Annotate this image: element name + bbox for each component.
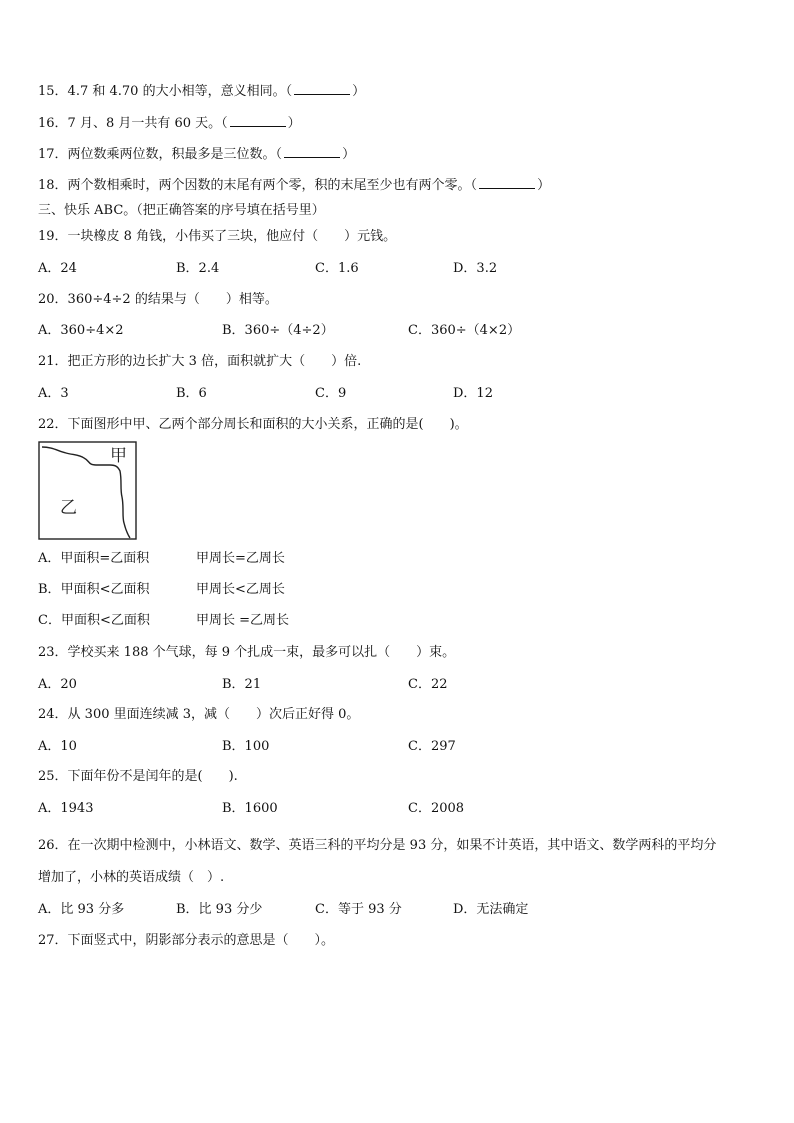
question-19: 19．一块橡皮 8 角钱，小伟买了三块，他应付（ ）元钱。 xyxy=(38,229,397,244)
q19-option-b[interactable]: B．2.4 xyxy=(176,261,220,276)
q19-option-a[interactable]: A．24 xyxy=(38,261,77,276)
q25-option-c[interactable]: C．2008 xyxy=(408,801,465,816)
q18-text: 两个数相乘时，两个因数的末尾有两个零，积的末尾至少也有两个零。（ xyxy=(67,178,478,193)
q18-close: ） xyxy=(537,178,551,193)
q22-option-c[interactable] xyxy=(38,613,150,629)
q22-a-letter: A． xyxy=(38,551,61,566)
q21-option-c[interactable]: C．9 xyxy=(315,386,347,401)
q24-option-c[interactable]: C．297 xyxy=(408,739,456,754)
question-25: 25．下面年份不是闰年的是( ). xyxy=(38,769,238,784)
q16-number: 16． xyxy=(38,116,68,131)
question-16 xyxy=(38,115,301,132)
q16-text: 7 月、8 月一共有 60 天。（ xyxy=(67,116,228,131)
q17-text: 两位数乘两位数，积最多是三位数。（ xyxy=(67,147,283,162)
question-20: 20．360÷4÷2 的结果与（ ）相等。 xyxy=(38,292,278,307)
question-21: 21．把正方形的边长扩大 3 倍，面积就扩大（ ）倍. xyxy=(38,354,362,369)
q23-option-c[interactable]: C．22 xyxy=(408,677,448,692)
q26-option-b[interactable]: B．比 93 分少 xyxy=(176,902,263,917)
q23-option-b[interactable]: B．21 xyxy=(222,677,262,692)
q24-option-b[interactable]: B．100 xyxy=(222,739,270,754)
answer-blank[interactable] xyxy=(284,146,340,158)
label-jia: 甲 xyxy=(110,446,127,466)
q19-option-c[interactable]: C．1.6 xyxy=(315,261,359,276)
question-23: 23．学校买来 188 个气球，每 9 个扎成一束，最多可以扎（ ）束。 xyxy=(38,645,456,660)
question-27: 27．下面竖式中，阴影部分表示的意思是（ ）。 xyxy=(38,933,335,948)
q22-figure xyxy=(38,441,138,541)
q21-option-a[interactable]: A．3 xyxy=(38,386,69,401)
q24-option-a[interactable]: A．10 xyxy=(38,739,77,754)
answer-blank[interactable] xyxy=(479,177,535,189)
q20-option-c[interactable]: C．360÷（4×2） xyxy=(408,323,521,338)
q26-option-a[interactable]: A．比 93 分多 xyxy=(38,902,125,917)
question-26-line-1: 26．在一次期中检测中，小林语文、数学、英语三科的平均分是 93 分，如果不计英语，其中语文、数学两科的平均分 xyxy=(38,838,717,853)
q17-close: ） xyxy=(342,147,356,162)
q20-option-b[interactable]: B．360÷（4÷2） xyxy=(222,323,334,338)
q22-c-perimeter: 甲周长 =乙周长 xyxy=(196,613,290,628)
q22-option-a[interactable] xyxy=(38,551,149,567)
q21-option-b[interactable]: B．6 xyxy=(176,386,207,401)
question-15 xyxy=(38,83,365,100)
label-yi: 乙 xyxy=(60,498,77,518)
q22-c-area: 甲面积<乙面积 xyxy=(60,613,150,628)
q18-number: 18． xyxy=(38,178,68,193)
question-17 xyxy=(38,146,355,163)
q22-c-letter: C． xyxy=(38,613,61,628)
q15-close: ） xyxy=(352,84,366,99)
q22-a-area: 甲面积=乙面积 xyxy=(60,551,150,566)
q19-option-d[interactable]: D．3.2 xyxy=(453,261,498,276)
answer-blank[interactable] xyxy=(230,115,286,127)
q16-close: ） xyxy=(287,116,301,131)
q22-b-perimeter: 甲周长<乙周长 xyxy=(196,582,285,597)
question-24: 24．从 300 里面连续减 3，减（ ）次后正好得 0。 xyxy=(38,707,360,722)
q22-b-area: 甲面积<乙面积 xyxy=(60,582,150,597)
q21-option-d[interactable]: D．12 xyxy=(453,386,493,401)
section-heading: 三、快乐 ABC。（把正确答案的序号填在括号里） xyxy=(38,203,325,218)
q25-option-b[interactable]: B．1600 xyxy=(222,801,278,816)
q17-number: 17． xyxy=(38,147,68,162)
q23-option-a[interactable]: A．20 xyxy=(38,677,77,692)
question-22: 22．下面图形中甲、乙两个部分周长和面积的大小关系，正确的是( )。 xyxy=(38,417,468,432)
answer-blank[interactable] xyxy=(294,83,350,95)
q26-option-d[interactable]: D．无法确定 xyxy=(453,902,529,917)
q22-a-perimeter: 甲周长=乙周长 xyxy=(196,551,285,566)
q15-text: 4.7 和 4.70 的大小相等，意义相同。（ xyxy=(67,84,293,99)
q22-option-b[interactable] xyxy=(38,582,149,598)
q15-number: 15． xyxy=(38,84,68,99)
question-26-line-2: 增加了，小林的英语成绩（ ）. xyxy=(38,870,225,885)
question-18 xyxy=(38,177,550,194)
q22-b-letter: B． xyxy=(38,582,61,597)
q20-option-a[interactable]: A．360÷4×2 xyxy=(38,323,124,338)
q26-option-c[interactable]: C．等于 93 分 xyxy=(315,902,402,917)
q25-option-a[interactable]: A．1943 xyxy=(38,801,94,816)
